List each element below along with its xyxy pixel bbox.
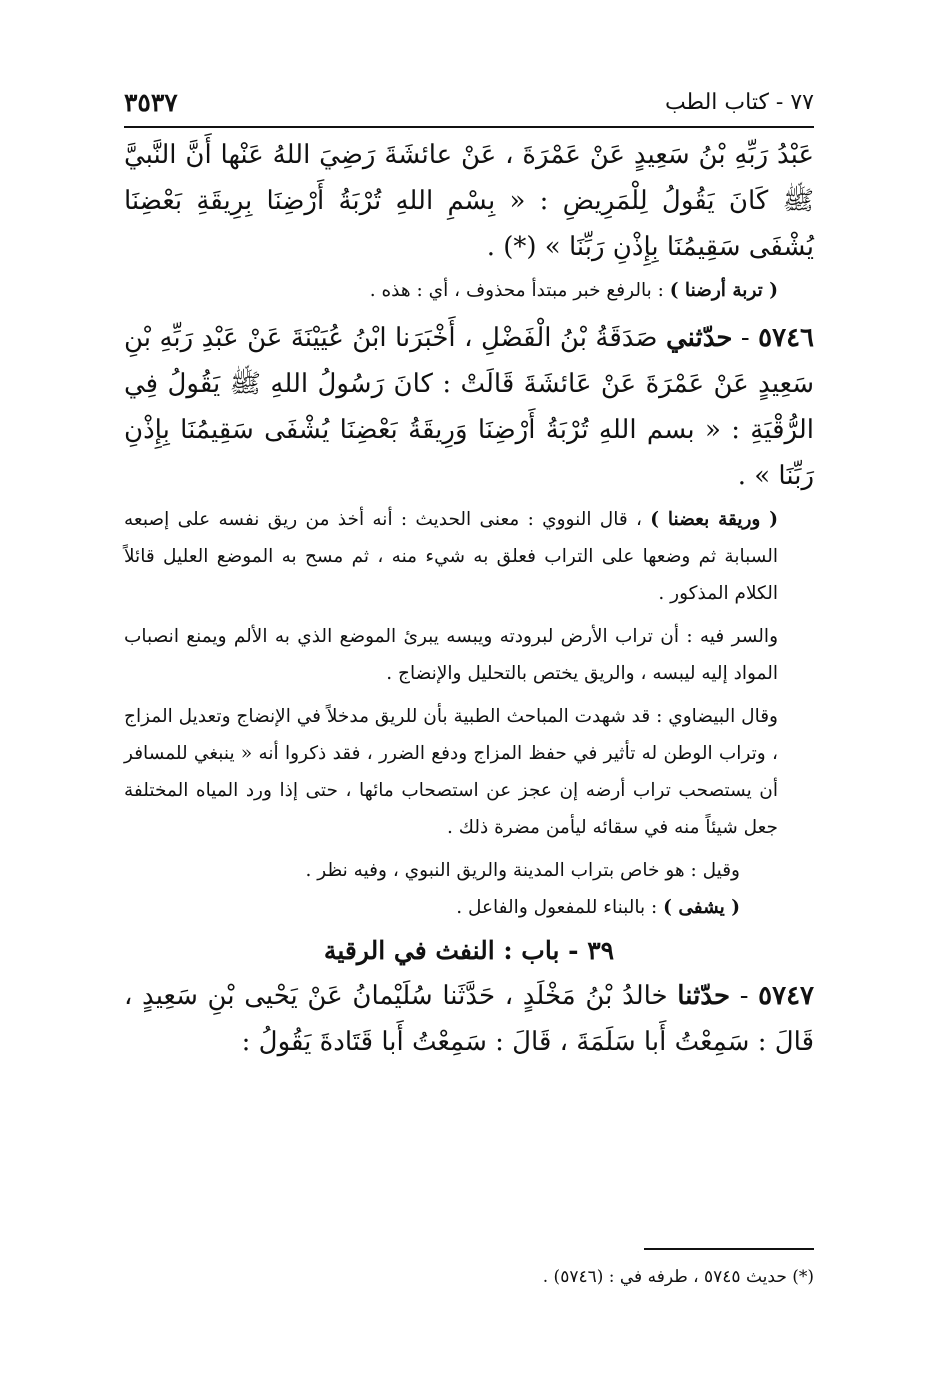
commentary-text: : بالبناء للمفعول والفاعل . [456,897,664,918]
page-number: ٣٥٣٧ [124,87,178,117]
hadith-number: ٥٧٤٦ [758,323,814,353]
hadith-dash: - [730,981,759,1011]
footnote-divider [644,1248,814,1250]
hadith-dash: - [732,323,759,353]
hadith-5747 [124,973,814,1065]
commentary-paragraph [124,272,814,309]
commentary-text: : بالرفع خبر مبتدأ محذوف ، أي : هذه . [369,280,670,301]
hadith-lead-word: حدّثنا [677,981,731,1011]
page-header [124,78,814,128]
commentary-text: ، قال النووي : معنى الحديث : أنه أخذ من ريق نفسه على إصبعه السبابة ثم وضعها على التراب فعلق به شيء منه ، ثم مسح به الموضع العليل قائلاً الكلام المذكور . [124,509,778,604]
commentary-paragraph: والسر فيه : أن تراب الأرض لبرودته ويبسه يبرئ الموضع الذي به الألم ويمنع انصباب المواد إليه ليبسه ، والريق يختص بالتحليل والإنضاج . [124,626,778,684]
hadith-number: ٥٧٤٧ [758,981,814,1011]
running-chapter-title: ٧٧ - كتاب الطب [664,89,814,115]
page-body [124,132,814,1067]
hadith-lead-word: حدّثني [665,323,733,353]
hadith-5746 [124,315,814,499]
commentary-paragraph: وقيل : هو خاص بتراب المدينة والريق النبوي ، وفيه نظر . [305,860,740,881]
hadith-continuation: عَبْدُ رَبِّهِ بْنُ سَعِيدٍ عَنْ عَمْرَةَ ، عَنْ عائشَةَ رَضِيَ اللهُ عَنْها أَنَّ النَّبيَّ ﷺ كَانَ يَقُولُ لِلْمَرِيضِ : « بِسْمِ اللهِ تُرْبَةُ أَرْضِنَا بِرِيقَةِ بَعْضِنَا يُشْفَى سَقِيمُنَا بِإِذْنِ رَبِّنَا » (*) . [124,140,814,262]
hadith-text: صَدَقَةُ بْنُ الْفَضْلِ ، أَخْبَرَنا ابْنُ عُيَيْنَةَ عَنْ عَبْدِ رَبِّهِ بْنِ سَعِيدٍ عَنْ عَمْرَةَ عَنْ عَائشَةَ قَالَتْ : كانَ رَسُولُ اللهِ ﷺ يَقُولُ فِي الرُّقْيَةِ : « بسم اللهِ تُرْبَةُ أَرْضِنَا وَرِيقَةُ بَعْضِنَا يُشْفَى سَقِيمُنَا بِإِذْنِ رَبِّنَا » . [124,323,814,491]
footnote: (*) حديث ٥٧٤٥ ، طرفه في : (٥٧٤٦) . [542,1267,814,1287]
commentary-paragraph [124,889,814,926]
commentary-paragraph: وقال البيضاوي : قد شهدت المباحث الطبية بأن للريق مدخلاً في الإنضاج وتعديل المزاج ، وتراب الوطن له تأثير في حفظ المزاج ودفع الضرر ، فقد ذكروا أنه « ينبغي للمسافر أن يستصحب تراب أرضه إن عجز عن استصحاب مائها ، حتى إذا ورد المياه المختلفة جعل شيئاً منه في سقائه ليأمن مضرة ذلك . [124,706,778,838]
commentary-lemma: ( يشفى ) [663,897,740,918]
commentary-paragraph [124,501,814,612]
commentary-lemma: ( وريقة بعضنا ) [650,509,778,530]
hadith-text: خالدُ بْنُ مَخْلَدٍ ، حَدَّثَنا سُلَيْمانُ عَنْ يَحْيى بْنِ سَعِيدٍ ، قَالَ : سَمِعْتُ أَبا سَلَمَةَ ، قَالَ : سَمِعْتُ أَبا قَتَادةَ يَقُولُ : [124,981,814,1057]
commentary-lemma: ( تربة أرضنا ) [669,280,778,301]
chapter-heading: ٣٩ - باب : النفث في الرقية [323,936,615,965]
